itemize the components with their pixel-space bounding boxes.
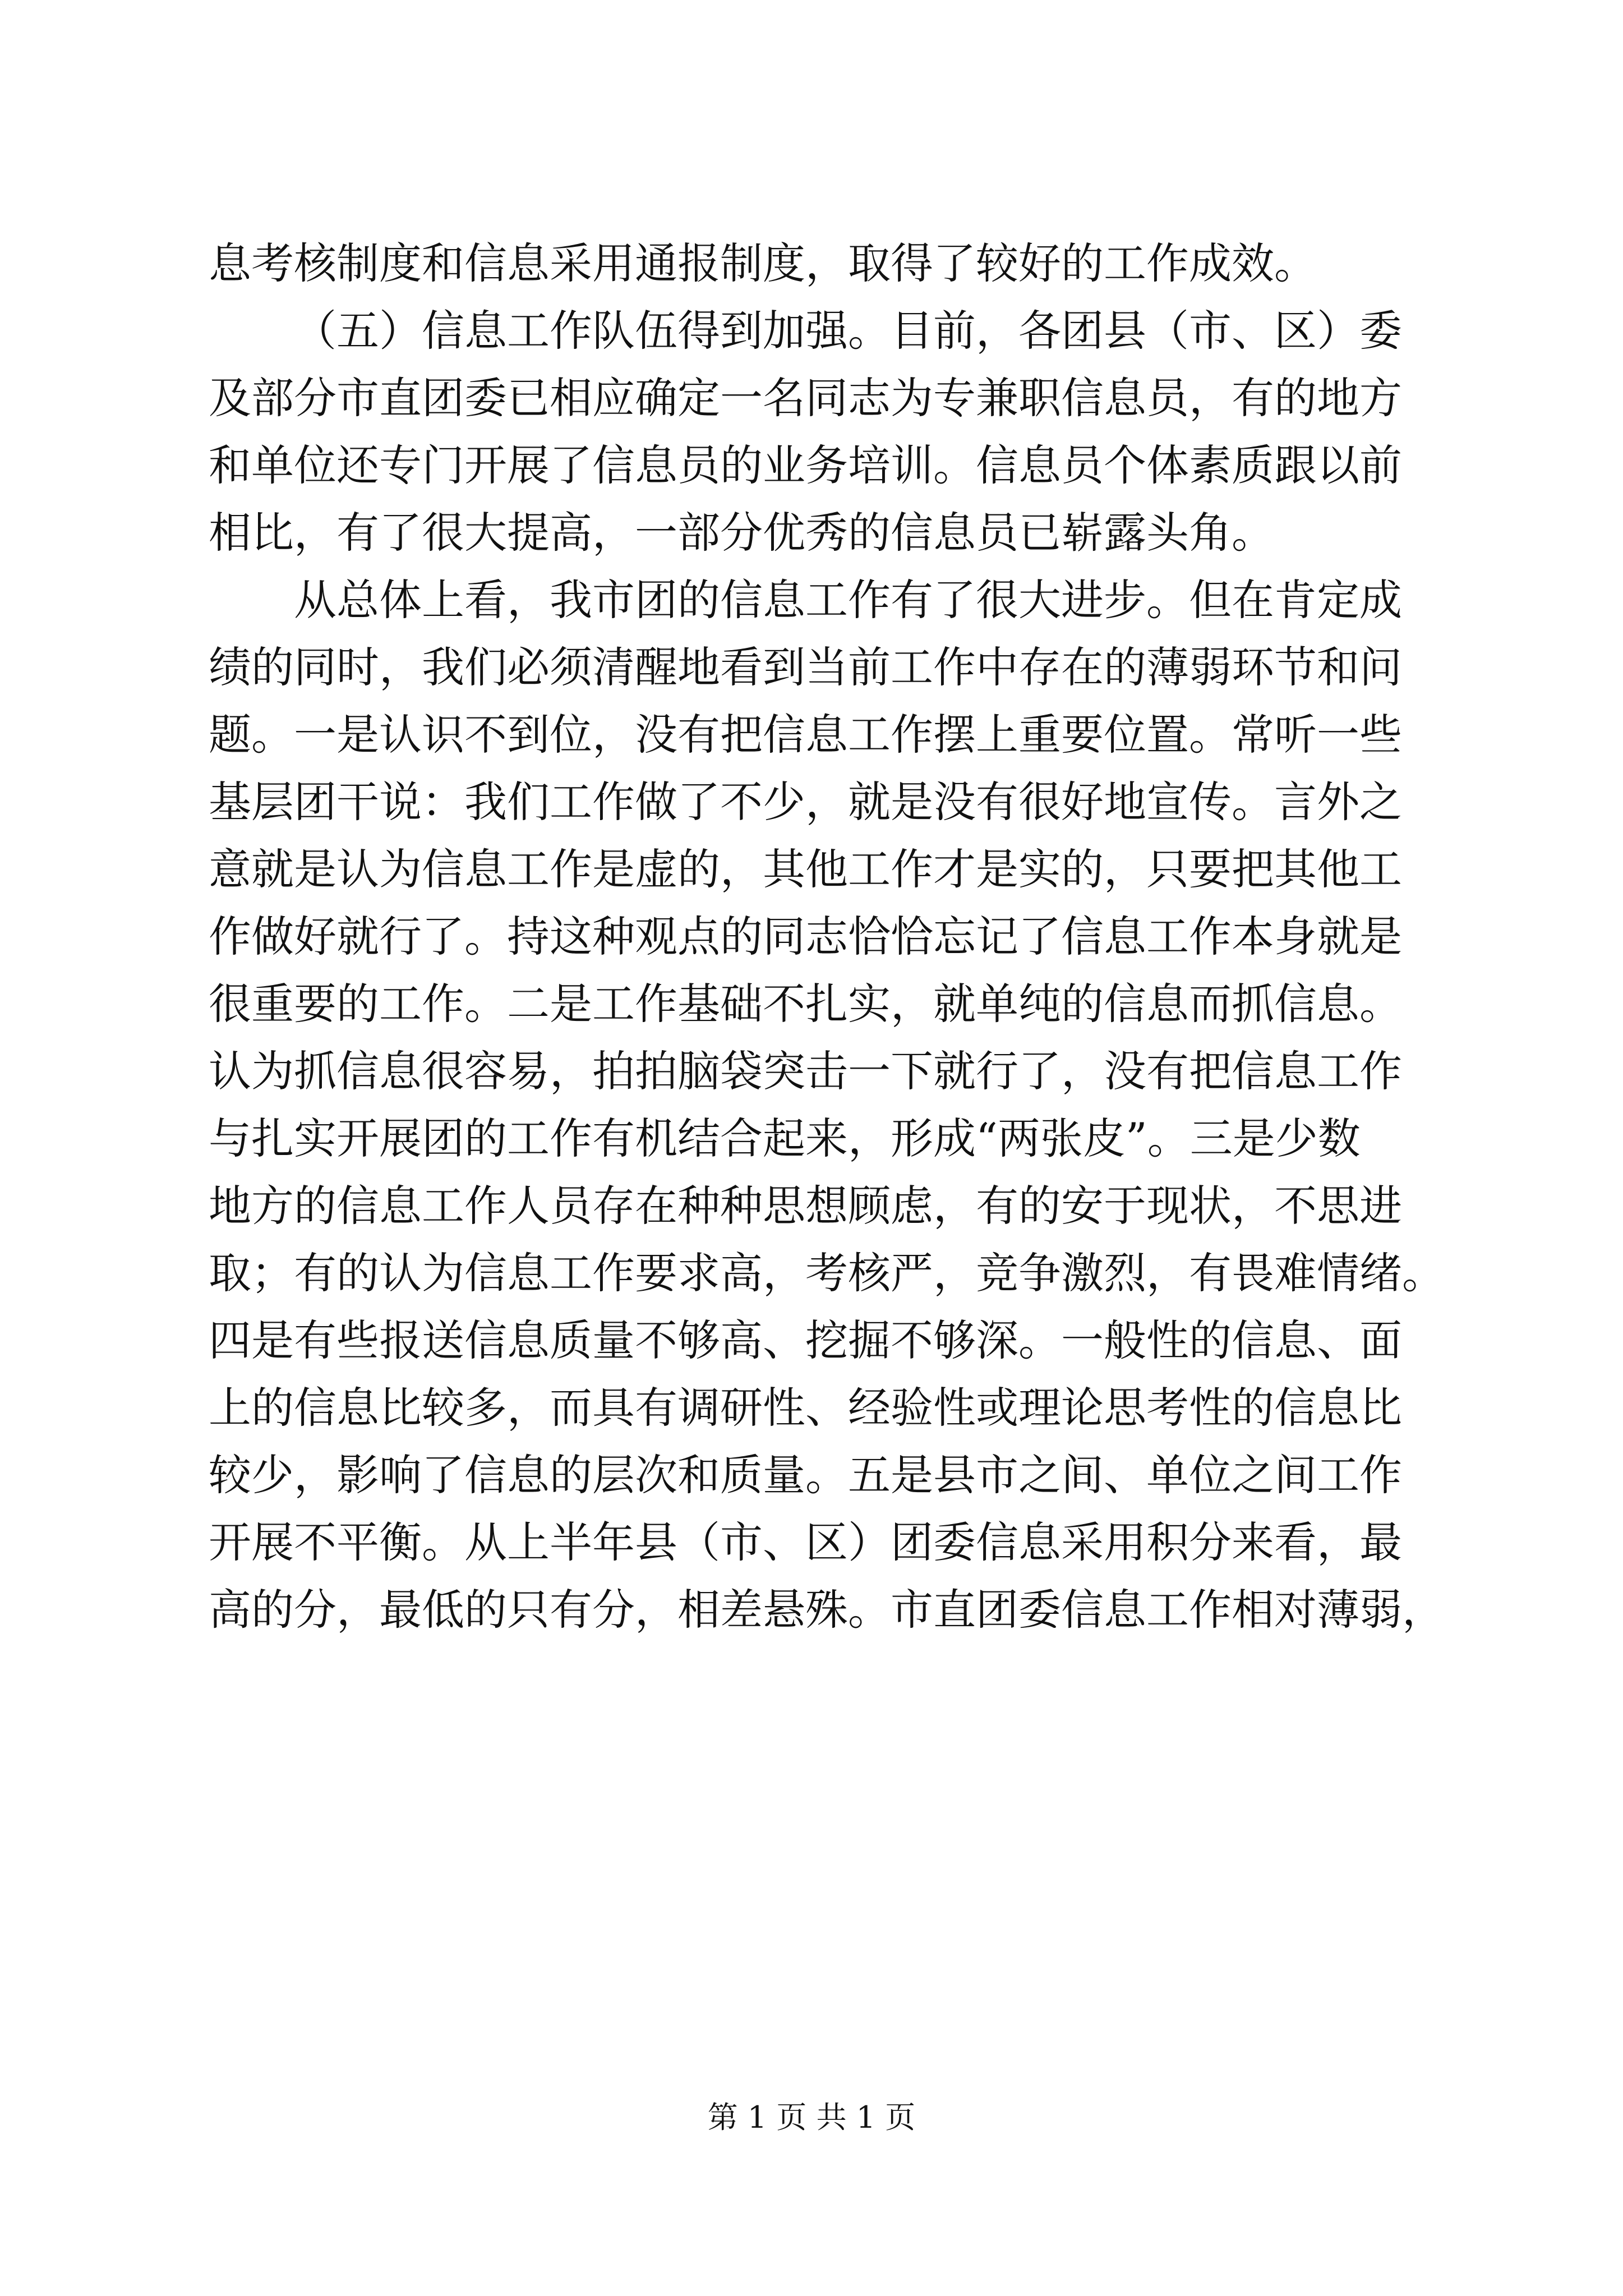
text-line: 上的信息比较多，而具有调研性、经验性或理论思考性的信息比	[209, 1383, 1402, 1433]
text-line: 和单位还专门开展了信息员的业务培训。信息员个体素质跟以前	[209, 440, 1402, 490]
text-line: 绩的同时，我们必须清醒地看到当前工作中存在的薄弱环节和问	[209, 642, 1402, 692]
text-line: 认为抓信息很容易，拍拍脑袋突击一下就行了，没有把信息工作	[209, 1046, 1402, 1096]
text-line: 取；有的认为信息工作要求高，考核严，竞争激烈，有畏难情绪。	[209, 1248, 1445, 1298]
text-line: 高的分，最低的只有分，相差悬殊。市直团委信息工作相对薄弱，	[209, 1585, 1445, 1635]
text-line: 较少，影响了信息的层次和质量。五是县市之间、单位之间工作	[209, 1450, 1402, 1500]
text-line: 作做好就行了。持这种观点的同志恰恰忘记了信息工作本身就是	[209, 912, 1402, 961]
text-line: 开展不平衡。从上半年县（市、区）团委信息采用积分来看，最	[209, 1517, 1402, 1567]
text-line: 与扎实开展团的工作有机结合起来，形成“两张皮”。三是少数	[209, 1114, 1361, 1163]
text-line: 相比，有了很大提高，一部分优秀的信息员已崭露头角。	[209, 508, 1274, 558]
document-body	[209, 230, 1445, 1644]
text-line: 很重要的工作。二是工作基础不扎实，就单纯的信息而抓信息。	[209, 979, 1402, 1029]
text-line: 地方的信息工作人员存在种种思想顾虑，有的安于现状，不思进	[209, 1181, 1402, 1231]
text-line: 题。一是认识不到位，没有把信息工作摆上重要位置。常听一些	[209, 710, 1402, 760]
text-line: 及部分市直团委已相应确定一名同志为专兼职信息员，有的地方	[209, 373, 1402, 423]
text-line: 基层团干说：我们工作做了不少，就是没有很好地宣传。言外之	[209, 777, 1402, 827]
paragraph-start-line: （五）信息工作队伍得到加强。目前，各团县（市、区）委	[294, 306, 1402, 356]
text-line: 四是有些报送信息质量不够高、挖掘不够深。一般性的信息、面	[209, 1315, 1402, 1365]
text-line: 息考核制度和信息采用通报制度，取得了较好的工作成效。	[209, 238, 1317, 288]
text-line: 意就是认为信息工作是虚的，其他工作才是实的，只要把其他工	[209, 844, 1402, 894]
paragraph-start-line: 从总体上看，我市团的信息工作有了很大进步。但在肯定成	[294, 575, 1402, 625]
page-number-footer: 第 1 页 共 1 页	[707, 2100, 916, 2135]
